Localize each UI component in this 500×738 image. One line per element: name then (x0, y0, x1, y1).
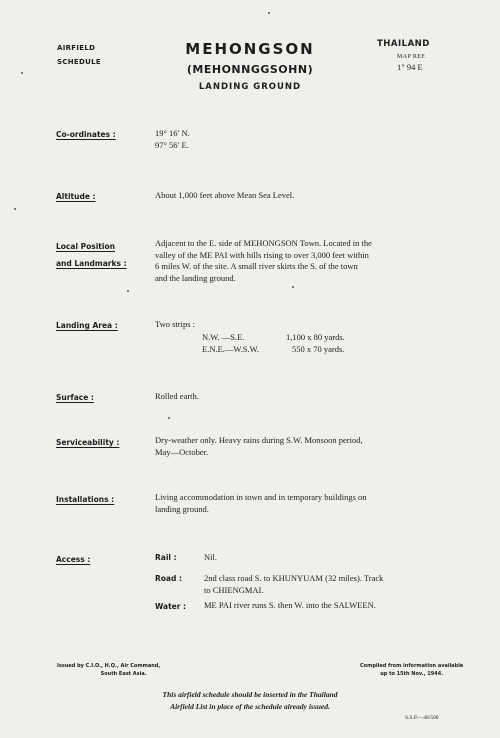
scan-speck (268, 12, 270, 14)
serviceability-value (155, 435, 460, 458)
coordinates-label: Co-ordinates : (56, 130, 116, 139)
issued-by-line1: Issued by C.I.O., H.Q., Air Command, (57, 663, 161, 669)
installations-line2: landing ground. (155, 503, 209, 514)
local-position-line4: and the landing ground. (155, 272, 236, 283)
scan-speck (292, 286, 294, 288)
compiled-from (360, 662, 463, 678)
insertion-note-line2: Airfield List in place of the schedule already issued. (170, 702, 330, 711)
insertion-note-line1: This airfield schedule should be inserted in the Thailand (162, 690, 338, 699)
altitude-label: Altitude : (56, 192, 96, 201)
local-position-label-line2: and Landmarks : (56, 259, 127, 268)
surface-value: Rolled earth. (155, 391, 199, 401)
serviceability-line1: Dry-weather only. Heavy rains during S.W. Monsoon period, (155, 435, 363, 445)
rail-value: Nil. (204, 552, 217, 562)
strip2-size: 550 x 70 yards. (292, 344, 345, 354)
strip1-direction: N.W. —S.E. (202, 332, 245, 342)
airfield-title: MEHONGSON (185, 40, 315, 58)
landing-area-label: Landing Area : (56, 321, 118, 330)
installations-value (155, 492, 460, 515)
scan-speck (127, 290, 129, 292)
map-ref-value: 1" 94 E (397, 62, 423, 72)
serviceability-line2: May—October. (155, 446, 209, 457)
road-line2: to CHIENGMAI. (204, 584, 264, 595)
compiled-line2: up to 15th Nov., 1944. (380, 671, 444, 677)
access-label: Access : (56, 555, 91, 564)
map-ref-label: MAP REF. (397, 54, 427, 60)
installations-line1: Living accommodation in town and in temporary buildings on (155, 492, 367, 502)
water-value: ME PAI river runs S. then W. into the SALWEEN. (204, 600, 376, 610)
local-position-label-line1: Local Position (56, 242, 115, 251)
local-position-line2: valley of the ME PAI with hills rising to over 3,000 feet within (155, 249, 369, 260)
compiled-line1: Compiled from information available (360, 663, 464, 669)
landing-area-intro: Two strips : (155, 319, 196, 329)
rail-label: Rail : (155, 553, 177, 562)
road-line1: 2nd class road S. to KHUNYUAM (32 miles). Track (204, 573, 384, 583)
airfield-kind: LANDING GROUND (198, 82, 302, 92)
coordinates-value (155, 128, 460, 151)
country-label: THAILAND (377, 39, 430, 49)
altitude-value: About 1,000 feet above Mean Sea Level. (155, 190, 295, 200)
document-reference: S.S.P.—48/500 (405, 715, 439, 721)
scan-speck (21, 72, 23, 74)
insertion-note (0, 689, 500, 713)
schedule-type-line2: SCHEDULE (57, 58, 101, 66)
coordinates-lat: 19° 16′ N. (155, 128, 190, 138)
local-position-line1: Adjacent to the E. side of MEHONGSON Town. Located in the (155, 238, 372, 248)
local-position-line3: 6 miles W. of the site. A small river skirts the S. of the town (155, 261, 358, 271)
surface-label: Surface : (56, 393, 94, 402)
road-label: Road : (155, 574, 182, 583)
scan-speck (14, 208, 16, 210)
road-value (204, 573, 464, 596)
scan-speck (168, 417, 170, 419)
water-label: Water : (155, 602, 187, 611)
strip2-direction: E.N.E.—W.S.W. (202, 344, 259, 354)
schedule-type-line1: AIRFIELD (57, 44, 96, 52)
local-position-value (155, 238, 460, 284)
strip1-size: 1,100 x 80 yards. (286, 332, 345, 342)
installations-label: Installations : (56, 495, 115, 504)
issued-by-line2: South East Asia. (100, 671, 147, 677)
airfield-subtitle: (MEHONNGGSOHN) (186, 63, 314, 76)
coordinates-lon: 97° 56′ E. (155, 139, 189, 150)
local-position-label (56, 238, 127, 272)
serviceability-label: Serviceability : (56, 438, 120, 447)
issued-by (57, 662, 160, 678)
